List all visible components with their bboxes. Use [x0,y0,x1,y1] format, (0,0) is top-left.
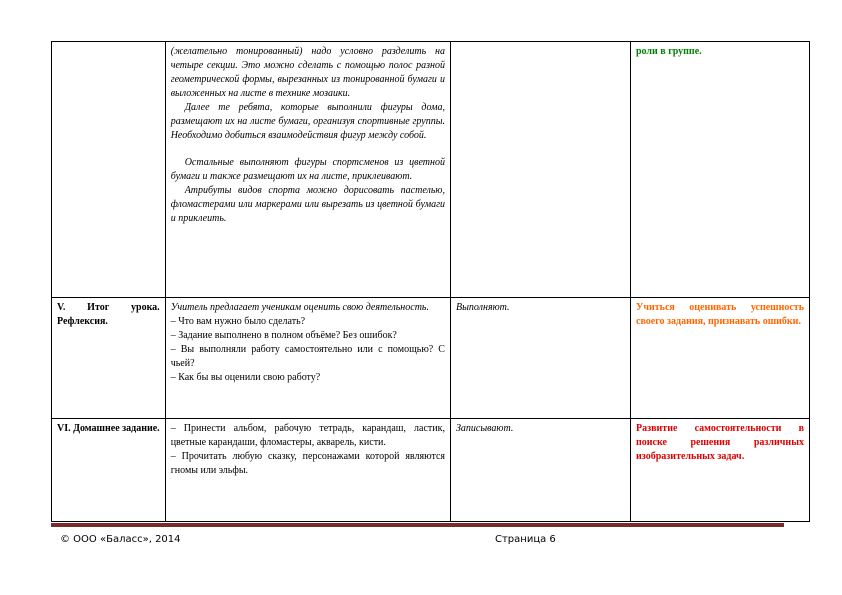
result-text: роли в группе. [636,46,702,57]
result-text: Учиться оценивать успешность своего задания, признавать ошибки. [636,302,804,327]
teacher-activity-cell [165,42,450,298]
teacher-activity-cell [165,419,450,522]
table-row [52,42,810,298]
list-item: – Прочитать любую сказку, персонажами которой являются гномы или эльфы. [170,451,445,476]
teacher-paragraph: Далее те ребята, которые выполнили фигуры дома, размещают их на листе бумаги, организуя спортивные группы. Необходимо добиться взаимодействия фигур между собой. [170,102,445,141]
list-item: – Как бы вы оценили свою работу? [170,372,321,383]
stage-cell [52,419,166,522]
result-text: Развитие самостоятельности в поиске решения различных изобразительных задач. [636,423,804,462]
stage-title: VI. Домашнее задание. [57,423,160,434]
students-activity-cell [450,298,630,419]
footer-page-number: Страница 6 [495,534,556,545]
stage-title: V. Итог урока. Рефлексия. [57,302,160,327]
teacher-paragraph: Атрибуты видов спорта можно дорисовать пастелью, фломастерами или маркерами или вырезать из цветной бумаги и приклеить. [170,185,445,224]
lesson-plan-table [51,41,810,522]
stage-cell [52,298,166,419]
students-text: Выполняют. [455,302,510,313]
teacher-activity-cell [165,298,450,419]
students-activity-cell [450,419,630,522]
students-text: Записывают. [455,423,514,434]
table-row [52,298,810,419]
footer-copyright: © ООО «Баласс», 2014 [60,534,181,545]
table-row [52,419,810,522]
teacher-paragraph: (желательно тонированный) надо условно разделить на четыре секции. Это можно сделать с помощью полос разной геометрической формы, вырезанных из тонированной бумаги и выложенных на листе в технике мозаики. [170,46,445,99]
list-item: – Что вам нужно было сделать? [170,316,306,327]
list-item: – Принести альбом, рабочую тетрадь, карандаш, ластик, цветные карандаши, фломастеры, акварель, кисти. [170,423,445,448]
result-cell [631,42,810,298]
teacher-paragraph: Остальные выполняют фигуры спортсменов из цветной бумаги и также размещают их на листе, приклеивают. [170,157,445,182]
teacher-intro: Учитель предлагает ученикам оценить свою деятельность. [170,302,429,313]
paragraph-gap [171,143,445,156]
students-activity-cell [450,42,630,298]
footer-divider [51,523,784,527]
list-item: – Вы выполняли работу самостоятельно или с помощью? С чьей? [170,344,445,369]
result-cell [631,419,810,522]
list-item: – Задание выполнено в полном объёме? Без ошибок? [170,330,397,341]
result-cell [631,298,810,419]
stage-cell [52,42,166,298]
